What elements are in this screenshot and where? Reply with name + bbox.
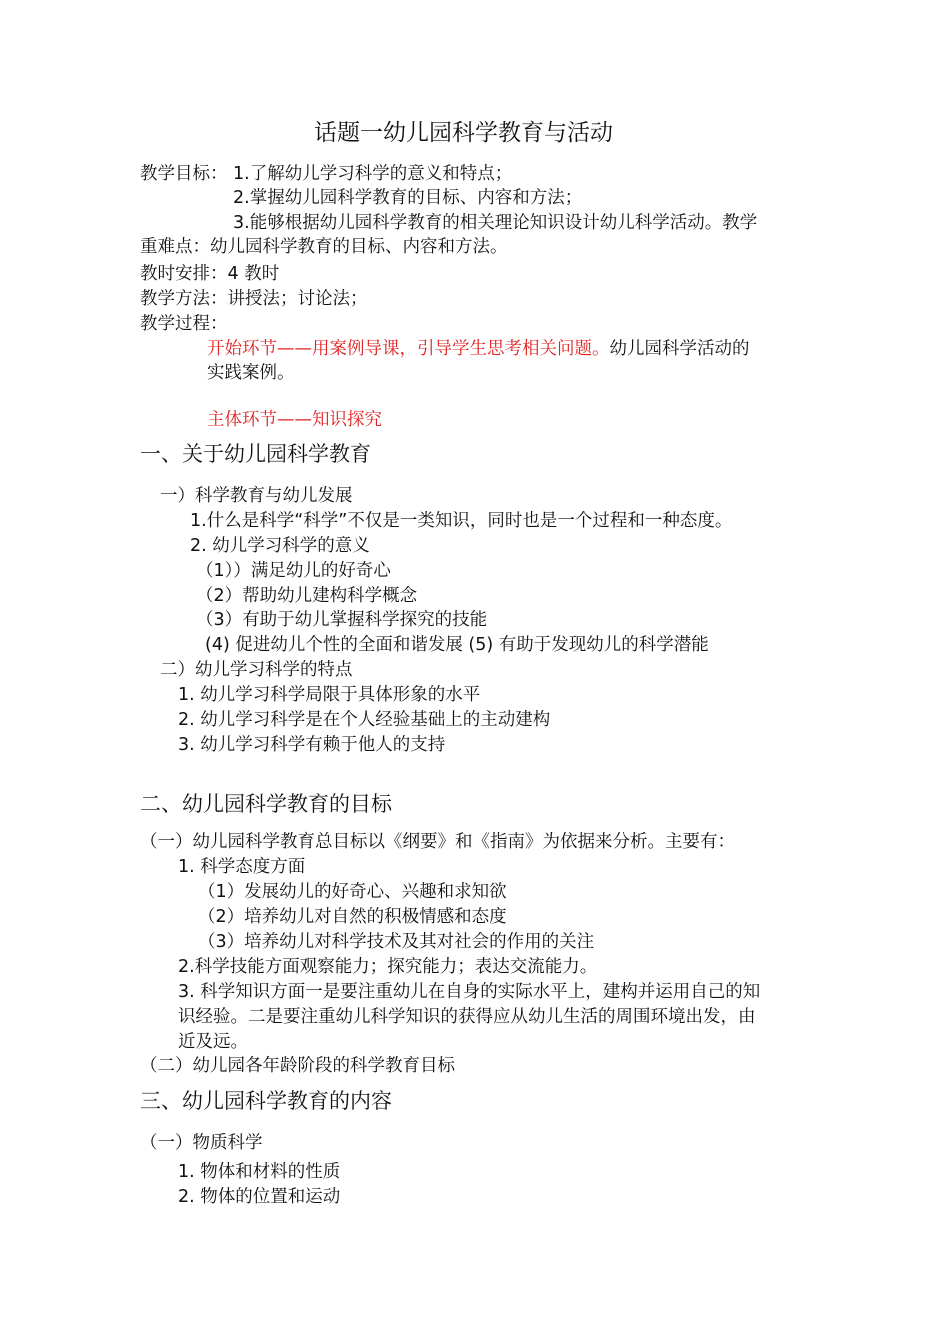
opening-link-red: 开始环节——用案例导课，引导学生思考相关问题。 (207, 339, 610, 359)
objectives-label: 教学目标： (140, 164, 228, 184)
objective-2: 2.掌握幼儿园科学教育的目标、内容和方法； (233, 188, 583, 208)
opening-link-cont: 实践案例。 (207, 363, 295, 383)
section2-a: 1. 科学态度方面 (178, 857, 306, 877)
section1-p3: （3）有助于幼儿掌握科学探究的技能 (196, 610, 488, 630)
section3-i1: 1. 物体和材料的性质 (178, 1162, 341, 1182)
section2-b: 2.科学技能方面观察能力；探究能力；表达交流能力。 (178, 957, 598, 977)
process-label: 教学过程： (140, 314, 228, 334)
page-title: 话题一幼儿园科学教育与活动 (314, 120, 613, 146)
section2-c2: 识经验。二是要注重幼儿科学知识的获得应从幼儿生活的周围环境出发，由 (178, 1007, 756, 1027)
section1-sub2: 二）幼儿学习科学的特点 (160, 660, 353, 680)
opening-link-black: 幼儿园科学活动的 (609, 339, 750, 359)
section2-c1: 3. 科学知识方面一是要注重幼儿在自身的实际水平上，建构并运用自己的知 (178, 982, 761, 1002)
section2-c3: 近及远。 (178, 1032, 248, 1052)
section2-sub1: （一）幼儿园科学教育总目标以《纲要》和《指南》为依据来分析。主要有： (140, 832, 735, 852)
section1-p2: （2）帮助幼儿建构科学概念 (196, 586, 418, 606)
section2-sub2: （二）幼儿园各年龄阶段的科学教育目标 (140, 1056, 455, 1076)
objective-1: 1.了解幼儿学习科学的意义和特点； (233, 164, 513, 184)
schedule: 教时安排：4 教时 (140, 264, 280, 284)
section2-a1: （1）发展幼儿的好奇心、兴趣和求知欲 (198, 882, 507, 902)
section2-a2: （2）培养幼儿对自然的积极情感和态度 (198, 907, 507, 927)
section1-item1: 1.什么是科学“科学”不仅是一类知识，同时也是一个过程和一种态度。 (190, 511, 733, 531)
objective-3: 3.能够根据幼儿园科学教育的相关理论知识设计幼儿科学活动。教学 (233, 213, 758, 233)
section2-a3: （3）培养幼儿对科学技术及其对社会的作用的关注 (198, 932, 595, 952)
section2-heading: 二、幼儿园科学教育的目标 (140, 792, 392, 816)
section1-p45: (4) 促进幼儿个性的全面和谐发展 (5) 有助于发现幼儿的科学潜能 (205, 635, 709, 655)
section1-p1: （1））满足幼儿的好奇心 (196, 561, 391, 581)
key-difficulties: 重难点：幼儿园科学教育的目标、内容和方法。 (140, 237, 508, 257)
methods: 教学方法：讲授法；讨论法； (140, 289, 368, 309)
section1-sub1: 一）科学教育与幼儿发展 (160, 486, 353, 506)
section1-f3: 3. 幼儿学习科学有赖于他人的支持 (178, 735, 446, 755)
section1-heading: 一、关于幼儿园科学教育 (140, 442, 371, 466)
opening-link (207, 337, 750, 361)
section3-heading: 三、幼儿园科学教育的内容 (140, 1089, 392, 1113)
section1-item2: 2. 幼儿学习科学的意义 (190, 536, 370, 556)
section1-f1: 1. 幼儿学习科学局限于具体形象的水平 (178, 685, 481, 705)
section3-sub1: （一）物质科学 (140, 1133, 263, 1153)
section1-f2: 2. 幼儿学习科学是在个人经验基础上的主动建构 (178, 710, 551, 730)
section3-i2: 2. 物体的位置和运动 (178, 1187, 341, 1207)
main-link: 主体环节——知识探究 (207, 410, 382, 430)
